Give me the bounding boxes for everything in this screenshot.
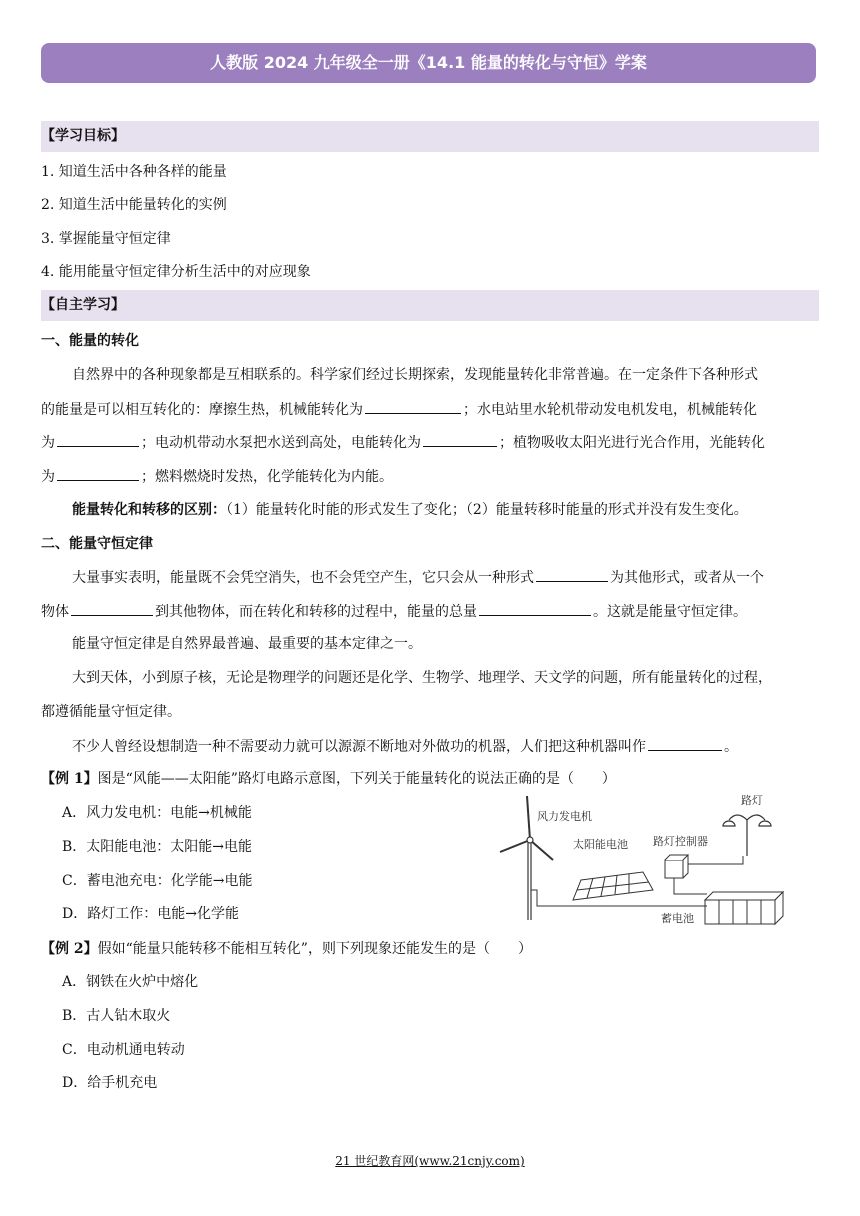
text: 。这就是能量守恒定律。 [593, 604, 747, 620]
text: （1）能量转化时能的形式发生了变化；（2）能量转移时能量的形式并没有发生变化。 [226, 502, 748, 518]
example-1-label: 【例 1】 [41, 771, 98, 787]
answer-blank[interactable] [57, 432, 139, 447]
self-study-heading: 【自主学习】 [41, 290, 819, 321]
section-1-heading: 一、能量的转化 [41, 333, 139, 349]
answer-blank[interactable] [536, 567, 608, 582]
para-1-line-2 [41, 399, 821, 420]
text: ；燃料燃烧时发热，化学能转化为内能。 [141, 469, 393, 485]
text: 为 [41, 469, 55, 485]
controller-box-icon [665, 855, 688, 878]
text: 假如“能量只能转移不能相互转化”，则下列现象还能发生的是（ ） [97, 941, 532, 957]
answer-blank[interactable] [365, 399, 461, 414]
example-1-stem [41, 769, 821, 789]
solar-label: 太阳能电池 [573, 838, 628, 851]
wind-solar-lamp-figure [495, 790, 785, 930]
example-1-option-d[interactable]: D．路灯工作：电能→化学能 [62, 906, 239, 922]
text: ；电动机带动水泵把水送到高处，电能转化为 [141, 435, 421, 451]
wind-label: 风力发电机 [537, 810, 592, 823]
para-5-line-1: 大到天体，小到原子核，无论是物理学的问题还是化学、生物学、地理学、天文学的问题，所有能量转化的过程， [72, 670, 772, 686]
example-2-option-b[interactable]: B．古人钻木取火 [62, 1008, 171, 1024]
para-4: 能量守恒定律是自然界最普遍、最重要的基本定律之一。 [72, 636, 422, 652]
para-1-line-1: 自然界中的各种现象都是互相联系的。科学家们经过长期探索，发现能量转化非常普遍。在一定条件下各种形式 [72, 367, 758, 383]
para-5-line-2: 都遵循能量守恒定律。 [41, 704, 181, 720]
goal-item-4: 4. 能用能量守恒定律分析生活中的对应现象 [41, 264, 311, 280]
text: 的能量是可以相互转化的：摩擦生热，机械能转化为 [41, 402, 363, 418]
para-3-line-2 [41, 601, 821, 622]
answer-blank[interactable] [479, 601, 591, 616]
example-2-option-d[interactable]: D．给手机充电 [62, 1075, 158, 1091]
battery-label: 蓄电池 [661, 912, 694, 925]
answer-blank[interactable] [57, 466, 139, 481]
text: 。 [724, 739, 738, 755]
text: 大量事实表明，能量既不会凭空消失，也不会凭空产生，它只会从一种形式 [72, 570, 534, 586]
goal-item-3: 3. 掌握能量守恒定律 [41, 231, 171, 247]
example-1-option-a[interactable]: A．风力发电机：电能→机械能 [62, 805, 252, 821]
answer-blank[interactable] [648, 736, 722, 751]
para-1-line-4 [41, 466, 821, 487]
text: ；植物吸收太阳光进行光合作用，光能转化 [499, 435, 765, 451]
text: 图是“风能——太阳能”路灯电路示意图，下列关于能量转化的说法正确的是（ ） [97, 771, 616, 787]
goal-item-2: 2. 知道生活中能量转化的实例 [41, 197, 227, 213]
example-1-option-b[interactable]: B．太阳能电池：太阳能→电能 [62, 839, 253, 855]
answer-blank[interactable] [423, 432, 497, 447]
example-2-label: 【例 2】 [41, 941, 98, 957]
goals-heading: 【学习目标】 [41, 121, 819, 152]
lamp-label: 路灯 [741, 794, 763, 807]
example-2-stem [41, 939, 821, 959]
para-3-line-1 [72, 567, 852, 588]
para-2 [72, 500, 852, 520]
battery-icon [705, 892, 783, 924]
example-2-option-c[interactable]: C．电动机通电转动 [62, 1042, 185, 1058]
document-title: 人教版 2024 九年级全一册《14.1 能量的转化与守恒》学案 [41, 43, 816, 83]
section-2-heading: 二、能量守恒定律 [41, 536, 153, 552]
example-2-option-a[interactable]: A．钢铁在火炉中熔化 [62, 974, 199, 990]
controller-label: 路灯控制器 [653, 835, 708, 848]
text: ；水电站里水轮机带动发电机发电，机械能转化 [463, 402, 757, 418]
goal-item-1: 1. 知道生活中各种各样的能量 [41, 164, 227, 180]
text: 不少人曾经设想制造一种不需要动力就可以源源不断地对外做功的机器，人们把这种机器叫作 [72, 739, 646, 755]
text: 物体 [41, 604, 69, 620]
example-1-option-c[interactable]: C．蓄电池充电：化学能→电能 [62, 873, 253, 889]
text: 为 [41, 435, 55, 451]
footer-site-link[interactable]: 21 世纪教育网(www.21cnjy.com) [335, 1154, 525, 1168]
text: 为其他形式，或者从一个 [610, 570, 764, 586]
bold-lead: 能量转化和转移的区别： [72, 502, 226, 518]
para-1-line-3 [41, 432, 821, 453]
text: 到其他物体，而在转化和转移的过程中，能量的总量 [155, 604, 477, 620]
answer-blank[interactable] [71, 601, 153, 616]
solar-panel-icon [573, 872, 653, 900]
para-6 [72, 736, 852, 757]
street-lamp-icon [723, 815, 771, 856]
